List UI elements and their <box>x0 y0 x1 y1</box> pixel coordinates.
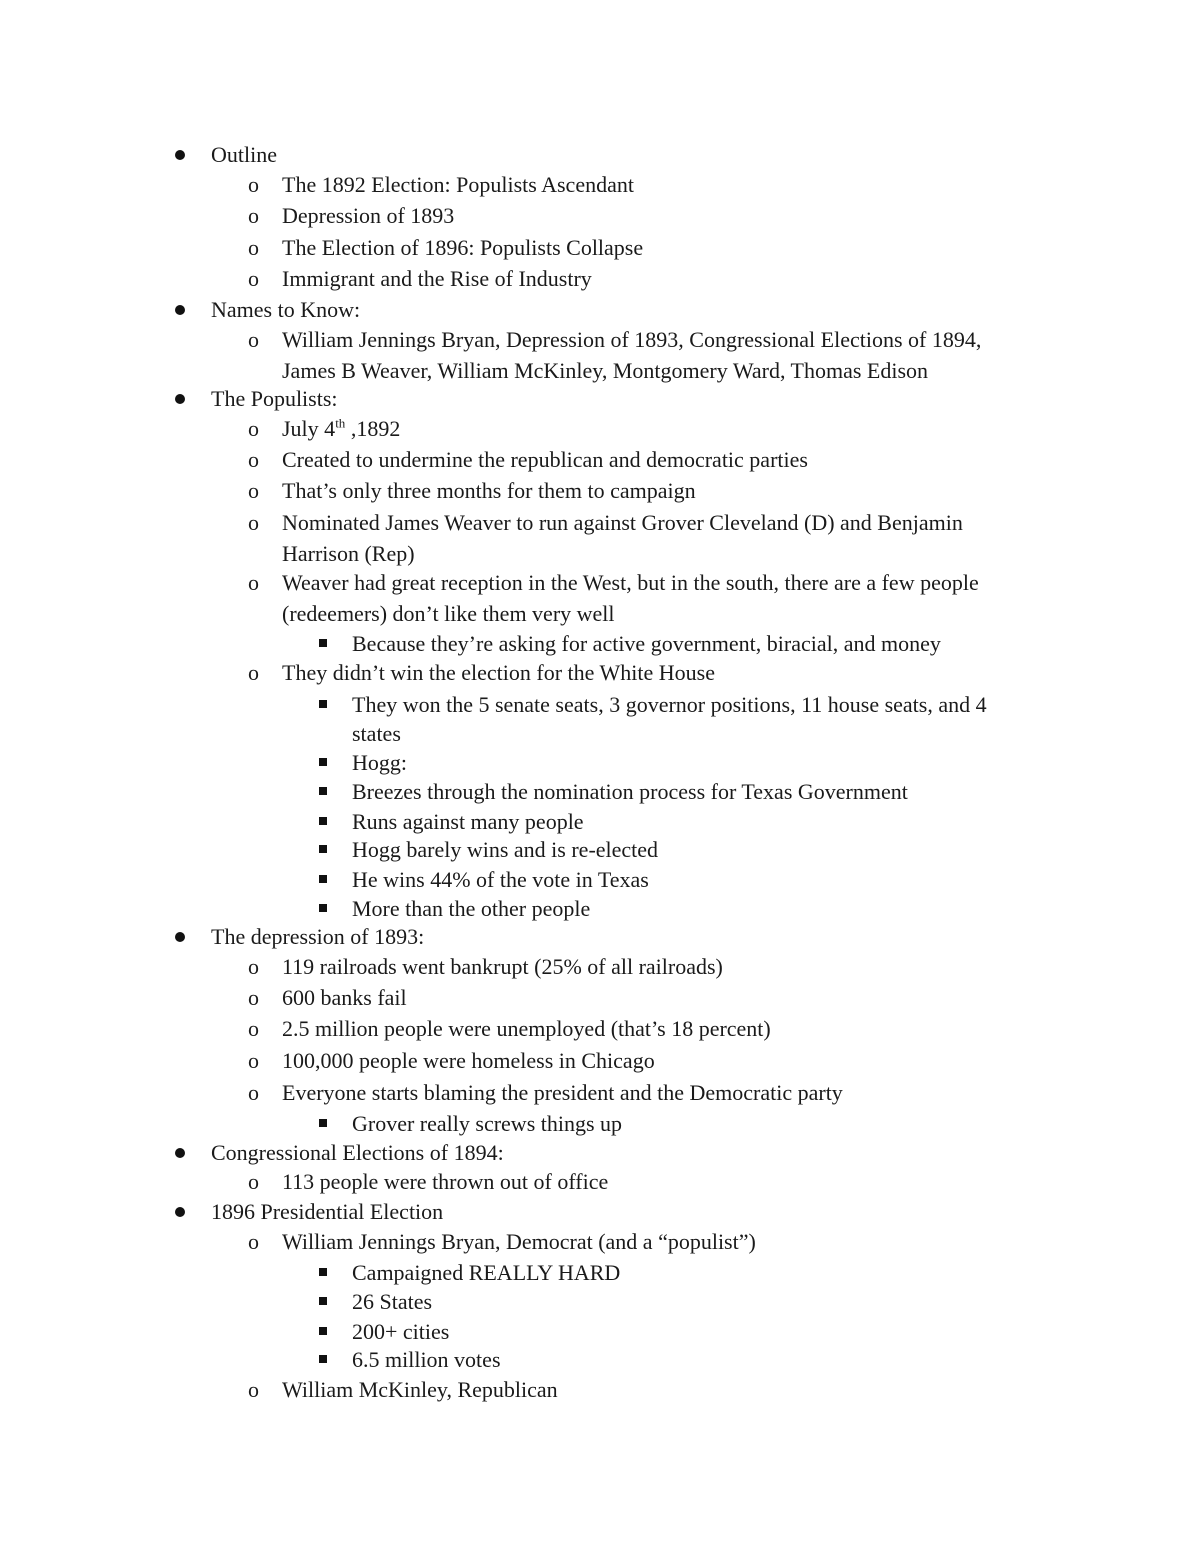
list-item: Created to undermine the republican and democratic parties <box>282 447 808 472</box>
bullet-marker <box>175 150 185 160</box>
list-item: Nominated James Weaver to run against Grover Cleveland (D) and Benjamin <box>282 510 963 535</box>
square-marker <box>319 787 327 795</box>
list-item: July 4th ,1892 <box>282 415 401 441</box>
list-item: William Jennings Bryan, Depression of 1893, Congressional Elections of 1894, <box>282 327 982 352</box>
list-item: Because they’re asking for active government, biracial, and money <box>352 631 941 656</box>
list-item-continuation: (redeemers) don’t like them very well <box>282 601 615 626</box>
list-item: 6.5 million votes <box>352 1347 501 1372</box>
list-item: More than the other people <box>352 896 591 921</box>
circle-marker: o <box>248 510 259 535</box>
list-item: 113 people were thrown out of office <box>282 1169 609 1194</box>
circle-marker: o <box>248 327 259 352</box>
bullet-marker <box>175 305 185 315</box>
circle-marker: o <box>248 954 259 979</box>
circle-marker: o <box>248 985 259 1010</box>
list-item: Campaigned REALLY HARD <box>352 1260 621 1285</box>
circle-marker: o <box>248 1169 259 1194</box>
circle-marker: o <box>248 570 259 595</box>
list-item: Hogg: <box>352 750 407 775</box>
square-marker <box>319 875 327 883</box>
circle-marker: o <box>248 1080 259 1105</box>
heading-outline: Outline <box>211 142 277 167</box>
list-item: William Jennings Bryan, Democrat (and a “populist”) <box>282 1229 756 1254</box>
square-marker <box>319 1268 327 1276</box>
circle-marker: o <box>248 235 259 260</box>
list-item-continuation: states <box>352 721 401 746</box>
square-marker <box>319 1297 327 1305</box>
list-item: 600 banks fail <box>282 985 407 1010</box>
circle-marker: o <box>248 660 259 685</box>
bullet-marker <box>175 1207 185 1217</box>
list-item: 119 railroads went bankrupt (25% of all railroads) <box>282 954 723 979</box>
heading-election-1896: 1896 Presidential Election <box>211 1199 444 1224</box>
square-marker <box>319 1327 327 1335</box>
list-item: Runs against many people <box>352 809 584 834</box>
square-marker <box>319 639 327 647</box>
list-item: That’s only three months for them to campaign <box>282 478 696 503</box>
list-item: Everyone starts blaming the president and the Democratic party <box>282 1080 843 1105</box>
list-item: 2.5 million people were unemployed (that’s 18 percent) <box>282 1016 771 1041</box>
square-marker <box>319 845 327 853</box>
circle-marker: o <box>248 203 259 228</box>
list-item: Weaver had great reception in the West, but in the south, there are a few people <box>282 570 979 595</box>
heading-names: Names to Know: <box>211 297 361 322</box>
square-marker <box>319 1355 327 1363</box>
heading-congress: Congressional Elections of 1894: <box>211 1140 504 1165</box>
bullet-marker <box>175 932 185 942</box>
circle-marker: o <box>248 416 259 441</box>
list-item: They didn’t win the election for the White House <box>282 660 715 685</box>
list-item: William McKinley, Republican <box>282 1377 558 1402</box>
circle-marker: o <box>248 266 259 291</box>
bullet-marker <box>175 1148 185 1158</box>
circle-marker: o <box>248 172 259 197</box>
heading-depression: The depression of 1893: <box>211 924 425 949</box>
list-item: They won the 5 senate seats, 3 governor positions, 11 house seats, and 4 <box>352 692 987 717</box>
list-item: Depression of 1893 <box>282 203 455 228</box>
square-marker <box>319 1119 327 1127</box>
list-item: 26 States <box>352 1289 433 1314</box>
bullet-marker <box>175 394 185 404</box>
list-item: Grover really screws things up <box>352 1111 623 1136</box>
heading-populists: The Populists: <box>211 386 338 411</box>
list-item: The 1892 Election: Populists Ascendant <box>282 172 634 197</box>
circle-marker: o <box>248 1016 259 1041</box>
list-item: The Election of 1896: Populists Collapse <box>282 235 644 260</box>
list-item: He wins 44% of the vote in Texas <box>352 867 649 892</box>
list-item: 100,000 people were homeless in Chicago <box>282 1048 655 1073</box>
square-marker <box>319 758 327 766</box>
list-item: 200+ cities <box>352 1319 450 1344</box>
circle-marker: o <box>248 1229 259 1254</box>
list-item: Hogg barely wins and is re-elected <box>352 837 659 862</box>
circle-marker: o <box>248 447 259 472</box>
list-item-continuation: Harrison (Rep) <box>282 541 415 566</box>
circle-marker: o <box>248 478 259 503</box>
square-marker <box>319 817 327 825</box>
circle-marker: o <box>248 1048 259 1073</box>
list-item: Immigrant and the Rise of Industry <box>282 266 592 291</box>
list-item: Breezes through the nomination process for Texas Government <box>352 779 908 804</box>
circle-marker: o <box>248 1377 259 1402</box>
square-marker <box>319 904 327 912</box>
list-item-continuation: James B Weaver, William McKinley, Montgomery Ward, Thomas Edison <box>282 358 929 383</box>
square-marker <box>319 700 327 708</box>
